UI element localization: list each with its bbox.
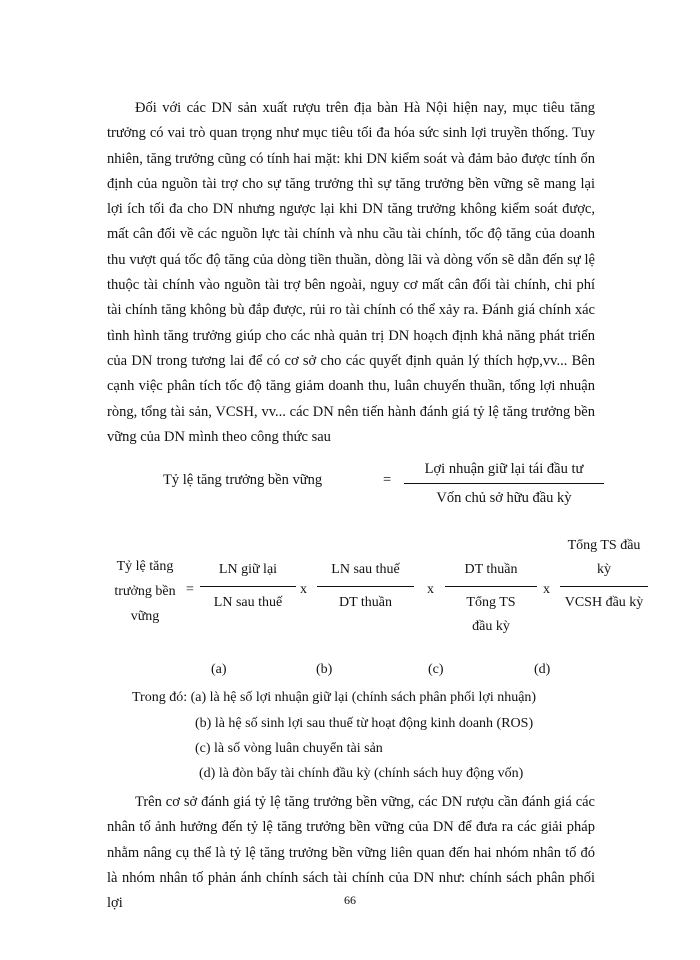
fraction-a bbox=[200, 534, 296, 615]
explanation-b: (b) là hệ số sinh lợi sau thuế từ hoạt động kinh doanh (ROS) bbox=[195, 716, 534, 731]
fraction-d bbox=[560, 534, 648, 615]
fraction-denominator: LN sau thuế bbox=[213, 595, 283, 610]
factor-letter-d: (d) bbox=[534, 662, 551, 677]
formula-numerator: Lợi nhuận giữ lại tái đầu tư bbox=[424, 461, 584, 477]
formula-denominator: Vốn chủ sở hữu đầu kỳ bbox=[436, 490, 572, 506]
fraction-bar bbox=[317, 586, 414, 587]
fraction-c bbox=[445, 534, 537, 639]
formula-label: Tỷ lệ tăng trưởng bền vững bbox=[163, 472, 323, 488]
explanation-d: (d) là đòn bẩy tài chính đầu kỳ (chính sách huy động vốn) bbox=[199, 766, 524, 781]
fraction-denominator: Tổng TS đầu kỳ bbox=[466, 595, 516, 634]
fraction-bar bbox=[445, 586, 537, 587]
factor-letters bbox=[0, 662, 700, 686]
body-paragraph-2: Trên cơ sở đánh giá tỷ lệ tăng trưởng bền vững, các DN rượu cần đánh giá các nhân tố ảnh hưởng đến tỷ lệ tăng trưởng bền vững của DN để đưa ra các giải pháp nhằm nâng cụ thể là tỷ lệ tăng trưởng bền vững liên quan đến hai nhóm nhân tố đó là nhóm nhân tố phản ánh chính sách tài chính của DN như: chính sách phân phối lợi bbox=[107, 794, 595, 912]
times-sign: x bbox=[543, 582, 550, 597]
label-line: trưởng bền bbox=[114, 584, 176, 599]
explanation-a: Trong đó: (a) là hệ số lợi nhuận giữ lại (chính sách phân phối lợi nhuận) bbox=[132, 690, 537, 705]
formula-fraction bbox=[404, 458, 604, 509]
decomposition-formula bbox=[0, 534, 700, 654]
fraction-b bbox=[317, 534, 414, 615]
factor-letter-a: (a) bbox=[211, 662, 227, 677]
label-line: Tỷ lệ tăng bbox=[116, 559, 174, 574]
growth-rate-formula bbox=[0, 458, 700, 508]
times-sign: x bbox=[427, 582, 434, 597]
body-paragraph-1: Đối với các DN sản xuất rượu trên địa bàn Hà Nội hiện nay, mục tiêu tăng trưởng có vai trò quan trọng như mục tiêu tối đa hóa sức sinh lợi truyền thống. Tuy nhiên, tăng trưởng cũng có tính hai mặt: khi DN kiểm soát và đảm bảo được tính ổn định của nguồn tài trợ cho sự tăng trưởng thì sự tăng trưởng bền vững sẽ mang lại lợi ích tối đa cho DN nhưng ngược lại khi DN tăng trưởng không kiểm soát được, mất cân đối về các nguồn lực tài chính và nhu cầu tài chính, tốc độ tăng của doanh thu vượt quá tốc độ tăng của dòng tiền thuần, dòng lãi và dòng vốn sẽ dẫn đến sự lệ thuộc tài chính vào nguồn tài trợ bên ngoài, nguy cơ mất cân đối tài chính, chi phí tài chính tăng không bù đắp được, rủi ro tài chính có thể xảy ra. Đánh giá chính xác tình hình tăng trưởng giúp cho các nhà quản trị DN hoạch định khả năng phát triển của DN trong tương lai để có cơ sở cho các quyết định quản lý thích hợp,vv... Bên cạnh việc phân tích tốc độ tăng giảm doanh thu, luân chuyển thuần, tổng lợi nhuận ròng, tổng tài sản, VCSH, vv... các DN nên tiến hành đánh giá tỷ lệ tăng trưởng bền vững của DN mình theo công thức sau bbox=[107, 100, 595, 445]
factor-letter-b: (b) bbox=[316, 662, 333, 677]
page-number: 66 bbox=[344, 893, 356, 907]
fraction-bar bbox=[200, 586, 296, 587]
label-line: vững bbox=[130, 609, 160, 624]
fraction-numerator: LN sau thuế bbox=[331, 562, 400, 577]
numerator-text: Tổng TS đầu kỳ bbox=[567, 538, 641, 577]
explanation-c: (c) là số vòng luân chuyển tài sản bbox=[195, 741, 383, 756]
times-sign: x bbox=[300, 582, 307, 597]
formula-equals: = bbox=[383, 472, 392, 488]
fraction-bar bbox=[404, 483, 604, 484]
decomposition-label bbox=[105, 554, 185, 629]
fraction-denominator: VCSH đầu kỳ bbox=[564, 595, 644, 610]
fraction-bar bbox=[560, 586, 648, 587]
decomposition-equals: = bbox=[186, 582, 194, 597]
fraction-numerator: LN giữ lại bbox=[218, 562, 278, 577]
fraction-denominator: DT thuần bbox=[338, 595, 392, 610]
fraction-numerator bbox=[560, 534, 648, 582]
fraction-numerator: DT thuần bbox=[464, 562, 518, 577]
factor-letter-c: (c) bbox=[428, 662, 444, 677]
